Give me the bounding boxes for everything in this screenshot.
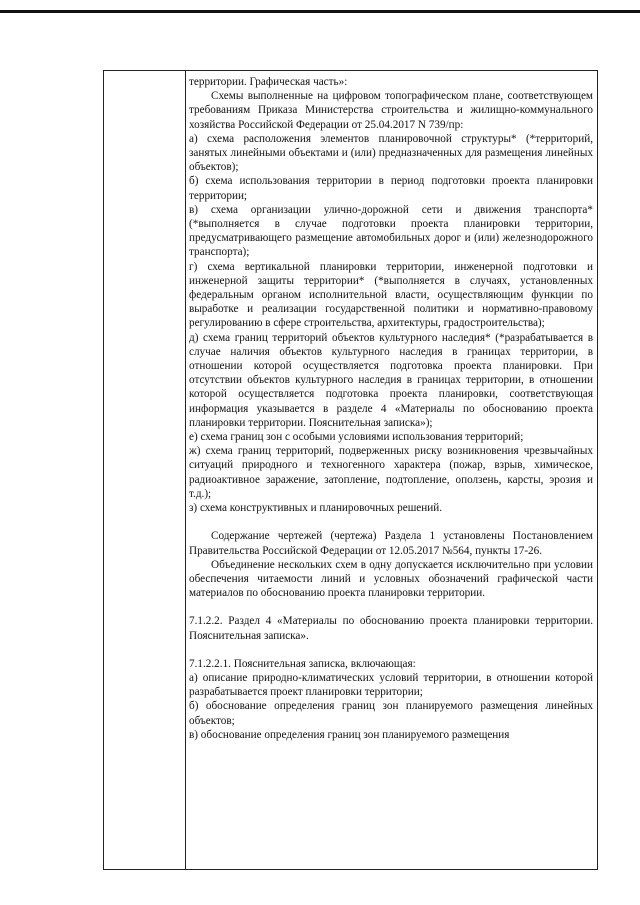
list-item-z: з) схема конструктивных и планировочных решений.	[189, 502, 443, 515]
section-heading-7-1-2-2-1: 7.1.2.2.1. Пояснительная записка, включающая:	[189, 657, 416, 670]
table-main-cell	[185, 70, 598, 870]
section-heading-7-1-2-2: 7.1.2.2. Раздел 4 «Материалы по обоснованию проекта планировки территории. Пояснительная записка».	[189, 615, 593, 642]
list-item-b: б) схема использования территории в период подготовки проекта планировки территории;	[189, 175, 593, 202]
bottom-rule	[103, 869, 598, 870]
margin-mark	[12, 760, 16, 770]
paragraph-schemes: Схемы выполненные на цифровом топографическом плане, соответствующем требованиям Приказа Министерства строительства и жилищно-коммунального хозяйства Российской Федерации от 25.04.2017 N 739/пр:	[189, 90, 593, 131]
table-left-cell	[103, 70, 185, 870]
note-item-a: а) описание природно-климатических условий территории, в отношении которой разрабатывается проект планировки территории;	[189, 671, 593, 699]
paragraph-content: Содержание чертежей (чертежа) Раздела 1 установлены Постановлением Правительства Российской Федерации от 12.05.2017 №564, пункты 17-26.	[189, 530, 593, 557]
note-item-b: б) обоснование определения границ зон планируемого размещения линейных объектов;	[189, 700, 593, 727]
list-item-v: в) схема организации улично-дорожной сети и движения транспорта* (*выполняется в случае подготовки проекта планировки территории, предусматривающего размещение автомобильных дорог и (или) железнодорожного транспорта);	[189, 203, 593, 259]
list-item-zh: ж) схема границ территорий, подверженных риску возникновения чрезвычайных ситуаций природного и техногенного характера (пожар, взрыв, химическое, радиоактивное заражение, затопление, подтопление, оползень, карсты, эрозия и т.д.);	[189, 445, 593, 500]
note-item-v: в) обоснование определения границ зон планируемого размещения	[189, 728, 510, 741]
top-rule	[0, 10, 640, 13]
paragraph-intro: территории. Графическая часть»:	[189, 76, 348, 88]
list-item-a: а) схема расположения элементов планировочной структуры* (*территорий, занятых линейными объектами и (или) предназначенных для размещения линейных объектов);	[189, 132, 593, 174]
list-item-e: е) схема границ зон с особыми условиями использования территорий;	[189, 431, 524, 444]
paragraph-merge: Объединение нескольких схем в одну допускается исключительно при условии обеспечения читаемости линий и условных обозначений графической части материалов по обоснованию проекта планировки территории.	[189, 558, 593, 600]
list-item-g: г) схема вертикальной планировки территории, инженерной подготовки и инженерной защиты территории* (*выполняется в случаях, установленных федеральным органом исполнительной власти, осуществляющим функции по выработке и реализации государственной политики и нормативно-правовому регулированию в сфере строительства, архитектуры, градостроительства);	[189, 260, 593, 330]
list-item-d: д) схема границ территорий объектов культурного наследия* (*разрабатывается в случае наличия объектов культурного наследия в границах территории, в отношении которой осуществляется подготовка проекта планировки. При отсутствии объектов культурного наследия в границах территории, в отношении которой осуществляется подготовка проекта планировки, соответствующая информация указывается в разделе 4 «Материалы по обоснованию проекта планировки территории. Пояснительная записка»);	[189, 331, 593, 429]
